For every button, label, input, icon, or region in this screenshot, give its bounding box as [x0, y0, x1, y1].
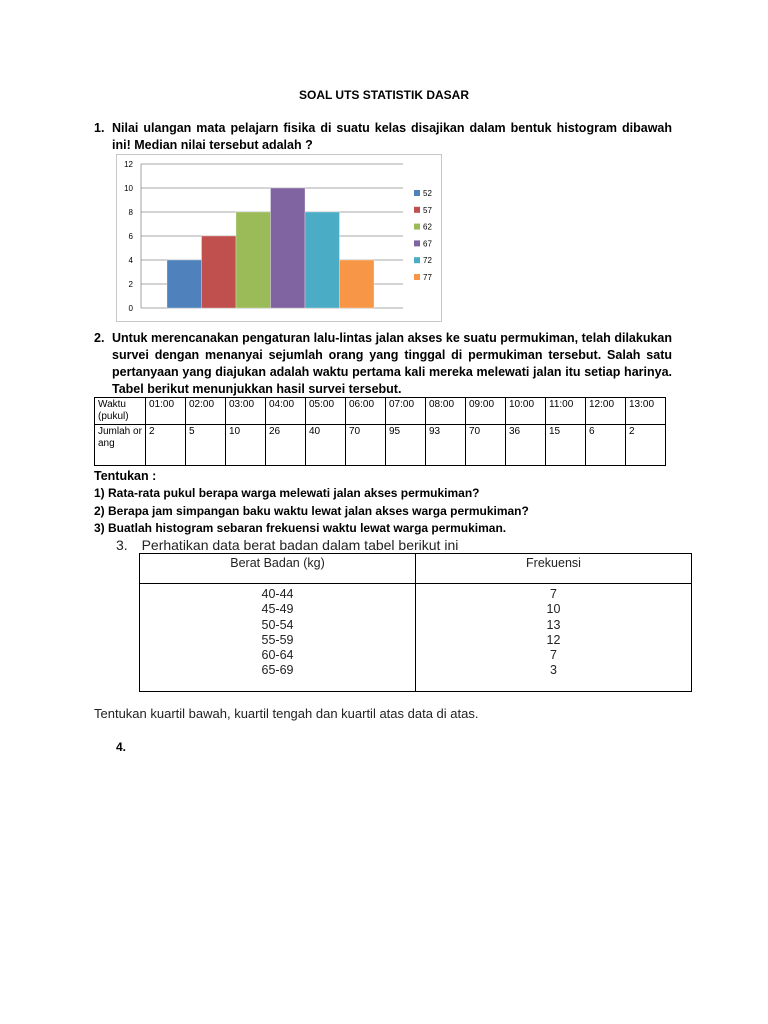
survey-count-cell: 40 [306, 425, 346, 466]
survey-count-cell: 70 [466, 425, 506, 466]
survey-time-cell: 08:00 [426, 398, 466, 425]
legend-label: 52 [423, 189, 432, 198]
question-3-text: Perhatikan data berat badan dalam tabel berikut ini [141, 537, 459, 553]
survey-count-cell: 26 [266, 425, 306, 466]
weight-table-ranges [140, 584, 416, 692]
histogram-bar [167, 260, 202, 308]
survey-count-cell: 93 [426, 425, 466, 466]
histogram-bar [271, 188, 306, 308]
question-3-number: 3. [116, 537, 128, 553]
survey-time-cell: 03:00 [226, 398, 266, 425]
task-1: 1) Rata-rata pukul berapa warga melewati jalan akses permukiman? [94, 486, 480, 500]
task-3: 3) Buatlah histogram sebaran frekuensi waktu lewat warga permukiman. [94, 521, 507, 535]
legend-swatch [414, 207, 420, 213]
weight-frequency: 12 [546, 632, 561, 647]
weight-range: 55-59 [261, 632, 294, 647]
page-title: SOAL UTS STATISTIK DASAR [298, 88, 469, 102]
histogram-bar [340, 260, 375, 308]
survey-time-cell: 05:00 [306, 398, 346, 425]
tasks-heading: Tentukan : [94, 469, 157, 483]
question-2-text: Untuk merencanakan pengaturan lalu-lintas jalan akses ke suatu permukiman, telah dilakukan survei dengan menanyai sejumlah orang yang tinggal di permukiman tersebut. Salah satu pertanyaan yang diajukan adalah waktu pertama kali mereka melewati jalan itu setiap harinya. Tabel berikut menunjukkan hasil survei tersebut. [112, 331, 672, 396]
legend-swatch [414, 274, 420, 280]
survey-time-cell: 13:00 [626, 398, 666, 425]
task-2: 2) Berapa jam simpangan baku waktu lewat jalan akses warga permukiman? [94, 504, 529, 518]
weight-table-header-range: Berat Badan (kg) [140, 554, 416, 584]
survey-time-cell: 06:00 [346, 398, 386, 425]
survey-count-cell: 15 [546, 425, 586, 466]
survey-time-cell: 01:00 [146, 398, 186, 425]
survey-table-time-row [95, 398, 666, 425]
legend-label: 57 [423, 205, 432, 215]
survey-time-cell: 10:00 [506, 398, 546, 425]
legend-swatch [414, 224, 420, 230]
survey-time-cell: 07:00 [386, 398, 426, 425]
weight-table [139, 553, 692, 692]
weight-table-body-row [140, 584, 692, 692]
survey-count-cell: 2 [146, 425, 186, 466]
weight-range: 50-54 [261, 617, 294, 632]
survey-table-count-label: Jumlah orang [95, 425, 146, 466]
weight-table-header-frequency: Frekuensi [416, 554, 692, 584]
y-tick-label: 8 [128, 208, 133, 217]
survey-table-time-label: Waktu (pukul) [95, 398, 146, 425]
survey-count-cell: 70 [346, 425, 386, 466]
y-tick-label: 12 [124, 160, 133, 169]
y-tick-label: 10 [124, 184, 133, 193]
legend-swatch [414, 257, 420, 263]
survey-table [94, 397, 666, 466]
weight-range: 45-49 [261, 602, 294, 617]
y-tick-label: 6 [128, 232, 133, 241]
survey-count-cell: 5 [186, 425, 226, 466]
survey-count-cell: 36 [506, 425, 546, 466]
survey-time-cell: 11:00 [546, 398, 586, 425]
question-3 [116, 537, 458, 553]
legend-swatch [414, 190, 420, 196]
legend-label: 62 [423, 222, 432, 232]
weight-range: 40-44 [261, 587, 294, 601]
histogram-bar [202, 236, 237, 308]
survey-time-cell: 09:00 [466, 398, 506, 425]
weight-range: 60-64 [261, 648, 294, 663]
histogram-svg [117, 155, 441, 321]
legend-swatch [414, 240, 420, 246]
weight-frequency: 13 [546, 617, 561, 632]
histogram-chart [116, 154, 442, 322]
y-tick-label: 4 [128, 256, 133, 265]
y-tick-label: 2 [128, 280, 133, 289]
weight-frequency: 10 [546, 602, 561, 617]
survey-count-cell: 6 [586, 425, 626, 466]
legend-label: 77 [423, 273, 432, 282]
weight-frequency: 3 [550, 663, 557, 678]
legend-label: 72 [423, 256, 432, 266]
weight-frequency: 7 [550, 587, 557, 601]
histogram-bar [236, 212, 271, 308]
survey-time-cell: 02:00 [186, 398, 226, 425]
survey-time-cell: 12:00 [586, 398, 626, 425]
survey-count-cell: 2 [626, 425, 666, 466]
weight-table-header-row [140, 554, 692, 584]
legend-label: 67 [423, 239, 432, 249]
weight-frequency: 7 [550, 648, 557, 663]
question-1-number: 1. [94, 121, 105, 135]
quartile-instruction: Tentukan kuartil bawah, kuartil tengah dan kuartil atas data di atas. [94, 706, 479, 721]
survey-time-cell: 04:00 [266, 398, 306, 425]
question-2-number: 2. [94, 331, 105, 345]
weight-range: 65-69 [261, 663, 294, 678]
y-tick-label: 0 [128, 304, 133, 313]
weight-table-frequencies [416, 584, 692, 692]
histogram-bar [305, 212, 340, 308]
survey-table-count-row [95, 425, 666, 466]
question-1-text: Nilai ulangan mata pelajarn fisika di suatu kelas disajikan dalam bentuk histogram dibawah ini! Median nilai tersebut adalah ? [112, 121, 672, 152]
survey-count-cell: 10 [226, 425, 266, 466]
question-4-number: 4. [116, 740, 127, 754]
survey-count-cell: 95 [386, 425, 426, 466]
